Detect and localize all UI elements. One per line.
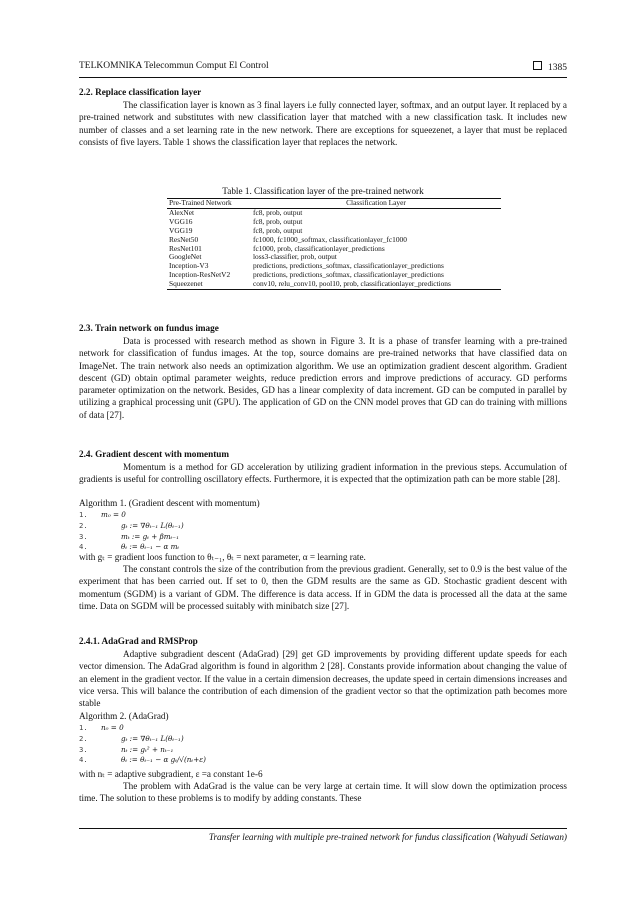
section-heading-2-4-1: 2.4.1. AdaGrad and RMSProp bbox=[79, 636, 198, 646]
classification-layer-table bbox=[167, 198, 501, 290]
algorithm-line bbox=[79, 510, 184, 521]
network-cell: ResNet50 bbox=[169, 234, 199, 244]
column-header: Pre-Trained Network bbox=[167, 199, 251, 209]
column-header: Classification Layer bbox=[251, 199, 501, 209]
algorithm-line bbox=[79, 521, 184, 532]
paragraph-text: The classification layer is known as 3 final layers i.e fully connected layer, softmax, and an output layer. It replaced by a pre-trained network and substitutes with new classification layer that matched with a new classification task. It includes new number of classes and a set learning rate in the new network. There are exceptions for squeezenet, a layer that must be replaced consists of five layers. Table 1 shows the classification layer that replaces the network. bbox=[79, 100, 567, 147]
running-footer: Transfer learning with multiple pre-trained network for fundus classification (Wahyudi Setiawan) bbox=[208, 832, 567, 842]
paragraph-text: Adaptive subgradient descent (AdaGrad) [29] get GD improvements by providing different update speeds for each vector dimension. The AdaGrad algorithm is found in algorithm 2 [28]. Constants provide information about changing the value of an element in the gradient vector. If the value in a certain dimension decreases, the update speed in certain dimensions increases and vice versa. This will balance the contribution of each dimension of the gradient vector so that the optimization path becomes more stable bbox=[79, 649, 567, 709]
paragraph-text: Momentum is a method for GD acceleration by utilizing gradient information in the previous steps. Accumulation of gradients is useful for controlling oscillatory effects. Furthermore, it is expected that the optimization path can be more stable [28]. bbox=[79, 462, 567, 485]
network-cell: Inception-V3 bbox=[169, 261, 209, 271]
page-number: 1385 bbox=[548, 63, 567, 73]
algorithm-1 bbox=[79, 510, 184, 553]
line-number: 2. bbox=[79, 733, 88, 743]
running-header bbox=[79, 61, 567, 75]
layer-cell: conv10, relu_conv10, pool10, prob, classificationlayer_predictions bbox=[251, 280, 501, 289]
algorithm-2-where: with nₜ = adaptive subgradient, ε =a constant 1e-6 bbox=[79, 769, 263, 779]
layer-cell: fc8, prob, output bbox=[253, 216, 303, 226]
algorithm-1-where: with gₜ = gradient loos function to θₜ₋₁, θₜ = next parameter, α = learning rate. bbox=[79, 552, 366, 562]
table-row bbox=[167, 218, 501, 227]
paragraph-text: The constant controls the size of the contribution from the previous gradient. Generally, set to 0.9 is the best value of the experiment that has been carried out. If set to 0, then the GDM results are the same as GD. Stochastic gradient descent with momentum (SGDM) is a variant of GDM. The difference is data access. If in GDM the data is processed all the data at the same time. Data on SGDM will be processed suitably with minibatch size [27]. bbox=[79, 564, 567, 611]
layer-cell: fc1000, prob, classificationlayer_predictions bbox=[253, 243, 385, 253]
line-number: 4. bbox=[79, 542, 88, 552]
algorithm-2-title: Algorithm 2. (AdaGrad) bbox=[79, 711, 169, 721]
table-caption: Table 1. Classification layer of the pre-trained network bbox=[222, 186, 424, 196]
network-cell: VGG19 bbox=[169, 225, 193, 235]
algorithm-step: θₜ := θₜ₋₁ − α mₜ bbox=[121, 542, 180, 552]
layer-cell: predictions, predictions_softmax, classificationlayer_predictions bbox=[253, 270, 444, 280]
header-rule bbox=[79, 77, 567, 78]
layer-cell: fc1000, fc1000_softmax, classificationlayer_fc1000 bbox=[253, 234, 407, 244]
algorithm-step: gₜ := ∇θₜ₋₁ L(θₜ₋₁) bbox=[121, 733, 184, 743]
line-number: 1. bbox=[79, 723, 88, 732]
network-cell: AlexNet bbox=[169, 207, 195, 217]
algorithm-line bbox=[79, 532, 184, 543]
paragraph-2-4 bbox=[79, 461, 567, 486]
paragraph-2-4-b bbox=[79, 563, 567, 612]
algorithm-line bbox=[79, 755, 206, 766]
section-heading-2-2: 2.2. Replace classification layer bbox=[79, 87, 202, 97]
section-heading-2-3: 2.3. Train network on fundus image bbox=[79, 323, 219, 333]
algorithm-step: θₜ := θₜ₋₁ − α gₜ/√(nₜ+ε) bbox=[121, 755, 206, 765]
paragraph-2-4-1 bbox=[79, 648, 567, 709]
network-cell: Inception-ResNetV2 bbox=[169, 270, 231, 280]
table-row bbox=[167, 208, 501, 217]
layer-cell: loss3-classifier, prob, output bbox=[253, 252, 337, 262]
layer-cell: predictions, predictions_softmax, classificationlayer_predictions bbox=[253, 261, 444, 271]
algorithm-2 bbox=[79, 723, 206, 766]
line-number: 2. bbox=[79, 520, 88, 530]
algorithm-step: nₜ := gₜ² + nₜ₋₁ bbox=[121, 744, 174, 754]
line-number: 3. bbox=[79, 744, 88, 754]
algorithm-1-title: Algorithm 1. (Gradient descent with momentum) bbox=[79, 498, 260, 508]
square-icon bbox=[533, 61, 542, 70]
line-number: 1. bbox=[79, 510, 88, 519]
paragraph-2-2 bbox=[79, 99, 567, 148]
layer-cell: fc8, prob, output bbox=[253, 207, 303, 217]
page-number-block bbox=[533, 61, 567, 73]
algorithm-step: gₜ := ∇θₜ₋₁ L(θₜ₋₁) bbox=[121, 520, 184, 530]
paragraph-text: The problem with AdaGrad is the value can be very large at certain time. It will slow down the optimization process time. The solution to these problems is to modify by adding constants. These bbox=[79, 781, 567, 804]
paragraph-2-3 bbox=[79, 335, 567, 421]
network-cell: Squeezenet bbox=[167, 280, 251, 289]
table-row bbox=[167, 280, 501, 289]
line-number: 4. bbox=[79, 755, 88, 765]
table-header-row bbox=[167, 199, 501, 209]
paragraph-2-4-1-b bbox=[79, 780, 567, 805]
footer-rule bbox=[79, 828, 567, 829]
algorithm-line bbox=[79, 734, 206, 745]
line-number: 3. bbox=[79, 531, 88, 541]
layer-cell: fc8, prob, output bbox=[253, 225, 303, 235]
network-cell: VGG16 bbox=[169, 216, 193, 226]
algorithm-step: m₀ = 0 bbox=[101, 510, 126, 519]
section-heading-2-4: 2.4. Gradient descent with momentum bbox=[79, 449, 230, 459]
network-cell: ResNet101 bbox=[169, 243, 202, 253]
algorithm-step: n₀ = 0 bbox=[101, 723, 124, 732]
journal-title: TELKOMNIKA Telecommun Comput El Control bbox=[79, 61, 269, 71]
paragraph-text: Data is processed with research method as shown in Figure 3. It is a phase of transfer learning with a pre-trained network for classification of fundus images. At the top, source domains are pre-trained networks that have classified data on ImageNet. The train network also needs an optimization algorithm. We use an optimization gradient descent algorithm. Gradient descent (GD) obtain optimal parameter weights, reduce prediction errors and improve predictions of accuracy. GD performs parameter optimization on the network. Besides, GD has a linear complexity of data increment. GD can be computed in parallel by utilizing a graphical processing unit (GPU). The application of GD on the CNN model proves that GD can do training with millions of data [27]. bbox=[79, 336, 567, 420]
algorithm-step: mₜ := gₜ + βmₜ₋₁ bbox=[121, 531, 179, 541]
network-cell: GoogleNet bbox=[169, 252, 202, 262]
algorithm-line bbox=[79, 745, 206, 756]
algorithm-line bbox=[79, 723, 206, 734]
